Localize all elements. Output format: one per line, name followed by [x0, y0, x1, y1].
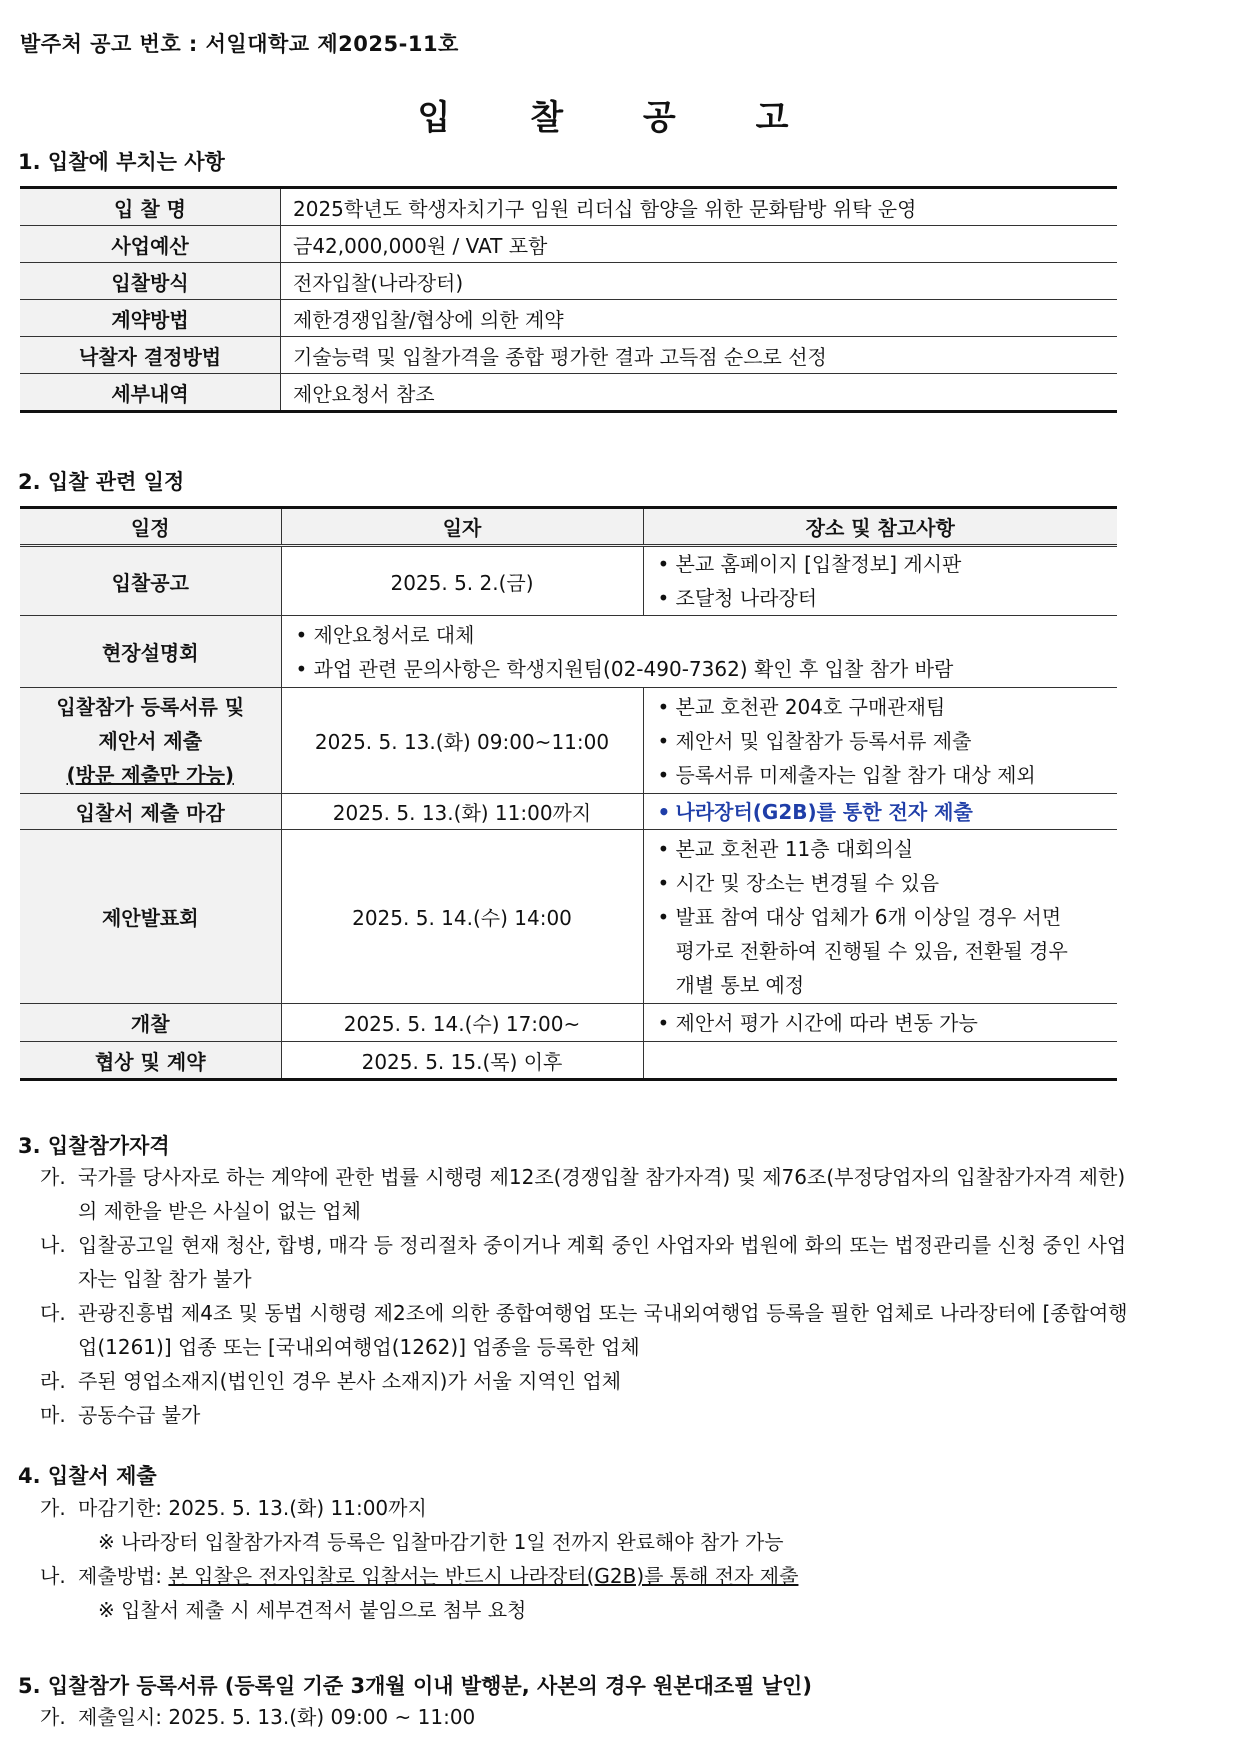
list-item: • 본교 호천관 11층 대회의실	[656, 832, 1078, 866]
schedule-name-line: (방문 제출만 가능)	[66, 762, 234, 787]
note-text: ※ 입찰서 제출 시 세부견적서 붙임으로 첨부 요청	[98, 1598, 527, 1622]
schedule-date: 2025. 5. 13.(화) 11:00까지	[281, 794, 643, 830]
table-row	[20, 374, 1117, 412]
note-text: ※ 나라장터 입찰참가자격 등록은 입찰마감기한 1일 전까지 완료해야 참가 가능	[98, 1530, 784, 1554]
schedule-name: 협상 및 계약	[20, 1042, 281, 1080]
list-item	[40, 1700, 1130, 1734]
list-item	[40, 1398, 1130, 1432]
item-text: 마감기한: 2025. 5. 13.(화) 11:00까지	[78, 1496, 427, 1520]
schedule-notes	[643, 830, 1117, 1004]
item-text: 공동수급 불가	[78, 1403, 201, 1427]
item-text: 제출방법:	[78, 1564, 169, 1588]
section-5-heading: 5. 입찰참가 등록서류 (등록일 기준 3개월 이내 발행분, 사본의 경우 원본대조필 날인)	[18, 1674, 812, 1698]
column-header: 일정	[20, 508, 281, 546]
item-text: 제출일시: 2025. 5. 13.(화) 09:00 ~ 11:00	[78, 1705, 476, 1729]
list-item: • 시간 및 장소는 변경될 수 있음	[656, 866, 1078, 900]
schedule-notes	[643, 1004, 1117, 1042]
table-row	[20, 688, 1117, 794]
item-marker: 다.	[40, 1301, 66, 1325]
item-marker: 가.	[40, 1165, 66, 1189]
item-marker: 가.	[40, 1496, 66, 1520]
section-2-heading: 2. 입찰 관련 일정	[18, 470, 185, 494]
schedule-table	[20, 506, 1117, 1081]
table-header-row	[20, 508, 1117, 546]
list-item: • 제안요청서로 대체	[294, 618, 1106, 652]
item-marker: 나.	[40, 1233, 66, 1257]
list-item: • 발표 참여 대상 업체가 6개 이상일 경우 서면 평가로 전환하여 진행될 수 있음, 전환될 경우 개별 통보 예정	[656, 900, 1078, 1002]
schedule-notes	[643, 1042, 1117, 1080]
item-marker: 라.	[40, 1369, 66, 1393]
schedule-date: 2025. 5. 13.(화) 09:00~11:00	[281, 688, 643, 794]
item-marker: 마.	[40, 1403, 66, 1427]
column-header: 일자	[281, 508, 643, 546]
list-item: • 본교 호천관 204호 구매관재팀	[656, 690, 1106, 724]
schedule-name: 개찰	[20, 1004, 281, 1042]
list-item: • 등록서류 미제출자는 입찰 참가 대상 제외	[656, 758, 1106, 792]
schedule-notes	[643, 794, 1117, 830]
schedule-name-line: 입찰참가 등록서류 및	[56, 694, 245, 719]
row-value: 제안요청서 참조	[281, 374, 1118, 412]
row-value: 2025학년도 학생자치기구 임원 리더십 함양을 위한 문화탐방 위탁 운영	[281, 188, 1118, 226]
schedule-name: 제안발표회	[20, 830, 281, 1004]
list-item	[40, 1160, 1130, 1228]
schedule-date: 2025. 5. 14.(수) 14:00	[281, 830, 643, 1004]
list-item: • 제안서 및 입찰참가 등록서류 제출	[656, 724, 1106, 758]
schedule-name-line: 제안서 제출	[98, 728, 203, 753]
schedule-date: 2025. 5. 14.(수) 17:00~	[281, 1004, 643, 1042]
item-text: 주된 영업소재지(법인인 경우 본사 소재지)가 서울 지역인 업체	[78, 1369, 622, 1393]
bid-summary-table	[20, 186, 1117, 413]
list-item: • 조달청 나라장터	[656, 581, 1106, 615]
schedule-name: 입찰서 제출 마감	[20, 794, 281, 830]
page-title: 입 찰 공 고	[417, 98, 823, 138]
row-label: 입 찰 명	[20, 188, 281, 226]
list-item: • 제안서 평가 시간에 따라 변동 가능	[656, 1006, 1106, 1040]
list-item	[40, 1491, 1130, 1525]
list-item	[40, 1364, 1130, 1398]
item-text-underlined: 본 입찰은 전자입찰로 입찰서는 반드시 나라장터(G2B)를 통해 전자 제출	[168, 1564, 799, 1588]
row-label: 사업예산	[20, 226, 281, 263]
item-text: 관광진흥법 제4조 및 동법 시행령 제2조에 의한 종합여행업 또는 국내외여행업 등록을 필한 업체로 나라장터에 [종합여행업(1261)] 업종 또는 [국내외여행업(1262)] 업종을 등록한 업체	[78, 1301, 1128, 1359]
table-row	[20, 1042, 1117, 1080]
item-text: 국가를 당사자로 하는 계약에 관한 법률 시행령 제12조(경쟁입찰 참가자격) 및 제76조(부정당업자의 입찰참가자격 제한)의 제한을 받은 사실이 없는 업체	[78, 1165, 1126, 1223]
submission-list	[40, 1491, 1130, 1627]
list-item: • 나라장터(G2B)를 통한 전자 제출	[656, 795, 1106, 829]
table-row	[20, 300, 1117, 337]
table-row	[20, 794, 1117, 830]
list-item: • 과업 관련 문의사항은 학생지원팀(02-490-7362) 확인 후 입찰 참가 바람	[294, 652, 1106, 686]
row-value: 기술능력 및 입찰가격을 종합 평가한 결과 고득점 순으로 선정	[281, 337, 1118, 374]
section-3-heading: 3. 입찰참가자격	[18, 1134, 170, 1158]
schedule-date: 2025. 5. 2.(금)	[281, 546, 643, 616]
row-label: 낙찰자 결정방법	[20, 337, 281, 374]
column-header: 장소 및 참고사항	[643, 508, 1117, 546]
list-item	[40, 1559, 1130, 1593]
schedule-notes	[643, 688, 1117, 794]
row-value: 제한경쟁입찰/협상에 의한 계약	[281, 300, 1118, 337]
row-label: 입찰방식	[20, 263, 281, 300]
table-row	[20, 1004, 1117, 1042]
table-row	[20, 337, 1117, 374]
announcement-number: 발주처 공고 번호 : 서일대학교 제2025-11호	[20, 32, 459, 56]
list-item	[40, 1296, 1130, 1364]
schedule-name	[20, 688, 281, 794]
schedule-date: 2025. 5. 15.(목) 이후	[281, 1042, 643, 1080]
table-row	[20, 616, 1117, 688]
schedule-name: 현장설명회	[20, 616, 281, 688]
table-row	[20, 226, 1117, 263]
table-row	[20, 830, 1117, 1004]
row-value: 전자입찰(나라장터)	[281, 263, 1118, 300]
table-row	[20, 263, 1117, 300]
schedule-notes	[281, 616, 1117, 688]
list-item	[40, 1228, 1130, 1296]
table-row	[20, 546, 1117, 616]
schedule-notes	[643, 546, 1117, 616]
table-row	[20, 188, 1117, 226]
schedule-name: 입찰공고	[20, 546, 281, 616]
eligibility-list	[40, 1160, 1130, 1432]
section-1-heading: 1. 입찰에 부치는 사항	[18, 150, 225, 174]
section-4-heading: 4. 입찰서 제출	[18, 1464, 157, 1488]
item-marker: 나.	[40, 1564, 66, 1588]
item-marker: 가.	[40, 1705, 66, 1729]
list-item: • 본교 홈페이지 [입찰정보] 게시판	[656, 547, 1106, 581]
item-text: 입찰공고일 현재 청산, 합병, 매각 등 정리절차 중이거나 계획 중인 사업자와 법원에 화의 또는 법정관리를 신청 중인 사업자는 입찰 참가 불가	[78, 1233, 1127, 1291]
row-value: 금42,000,000원 / VAT 포함	[281, 226, 1118, 263]
row-label: 계약방법	[20, 300, 281, 337]
row-label: 세부내역	[20, 374, 281, 412]
documents-list	[40, 1700, 1130, 1734]
